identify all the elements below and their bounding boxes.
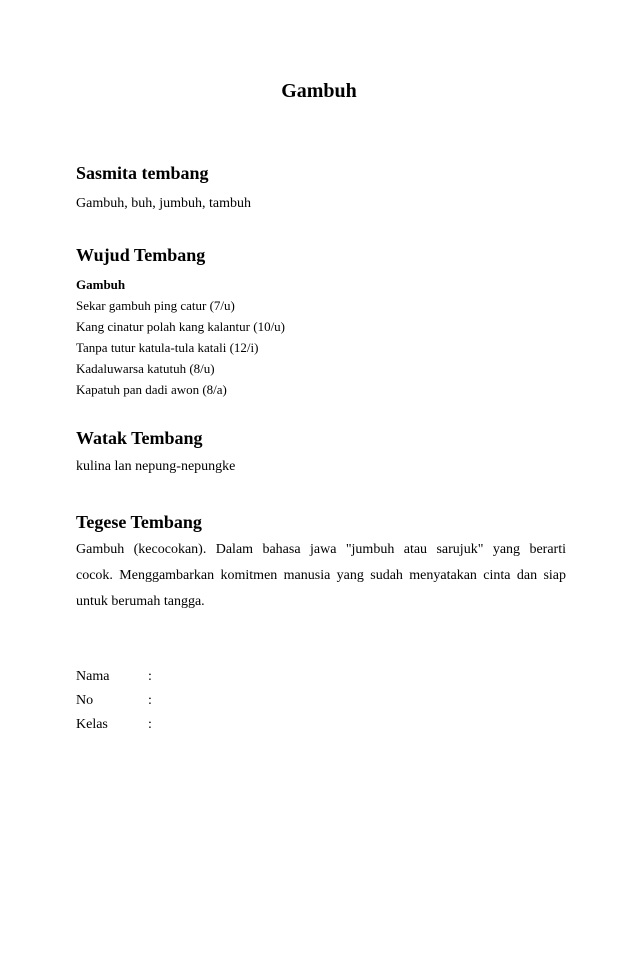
document-title: Gambuh xyxy=(281,80,357,102)
section-heading-watak: Watak Tembang xyxy=(76,428,203,448)
wujud-line: Sekar gambuh ping catur (7/u) xyxy=(76,298,235,313)
wujud-line: Kang cinatur polah kang kalantur (10/u) xyxy=(76,319,286,334)
wujud-line: Tanpa tutur katula-tula katali (12/i) xyxy=(76,340,259,355)
tegese-paragraph xyxy=(76,537,566,615)
section-heading-tegese: Tegese Tembang xyxy=(76,512,202,532)
section-heading-sasmita: Sasmita tembang xyxy=(76,163,209,183)
wujud-subheading: Gambuh xyxy=(76,277,126,292)
section-heading-wujud: Wujud Tembang xyxy=(76,245,206,265)
field-colon: : xyxy=(148,669,152,684)
field-label-kelas: Kelas xyxy=(76,717,108,732)
sasmita-text: Gambuh, buh, jumbuh, tambuh xyxy=(76,196,251,211)
field-colon: : xyxy=(148,717,152,732)
watak-text: kulina lan nepung-nepungke xyxy=(76,459,236,474)
tegese-line: cocok. Menggambarkan komitmen manusia yang sudah menyatakan cinta dan siap xyxy=(76,568,566,583)
tegese-line: untuk berumah tangga. xyxy=(76,594,205,609)
field-label-no: No xyxy=(76,693,94,708)
field-label-nama: Nama xyxy=(76,669,110,684)
wujud-line: Kadaluwarsa katutuh (8/u) xyxy=(76,361,215,376)
wujud-line: Kapatuh pan dadi awon (8/a) xyxy=(76,382,227,397)
field-colon: : xyxy=(148,693,152,708)
tegese-line: Gambuh (kecocokan). Dalam bahasa jawa "jumbuh atau sarujuk" yang berarti xyxy=(76,542,566,557)
